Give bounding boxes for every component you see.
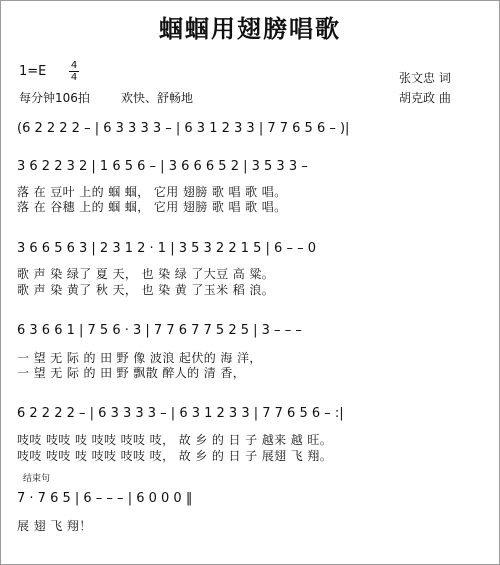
lyric-line-verse1: 吱吱 吱吱 吱 吱吱 吱吱 吱， 故 乡 的 日 子 越来 越 旺。 — [17, 433, 333, 447]
lyric-line-verse2: 吱吱 吱吱 吱 吱吱 吱吱 吱， 故 乡 的 日 子 展翅 飞 翔。 — [17, 449, 333, 463]
tempo-marking: 每分钟106拍 — [19, 91, 90, 105]
lyric-line-verse1: 一 望 无 际 的 田 野 像 波浪 起伏的 海 洋， — [17, 351, 262, 365]
ending-label: 结束句 — [23, 474, 51, 484]
lyricist-credit: 张文忠 词 — [399, 71, 451, 85]
lyric-line-verse2: 落 在 谷穗 上的 蝈 蝈， 它用 翅膀 歌 唱 歌 唱。 — [17, 200, 287, 214]
notation-line-5: 6 2 2 2 2 – | 6 3 3 3 3 – | 6 3 1 2 3 3 | 7 7 6 5 6 – :| — [17, 406, 344, 421]
lyric-line-verse2: 一 望 无 际 的 田 野 飘散 醉人的 清 香， — [17, 366, 246, 380]
notation-line-1: (6 2 2 2 2 – | 6 3 3 3 3 – | 6 3 1 2 3 3 | 7 7 6 5 6 – )| — [17, 121, 350, 136]
song-title: 蝈蝈用翅膀唱歌 — [159, 15, 341, 43]
mood-marking: 欢快、舒畅地 — [121, 91, 194, 105]
key-signature: 1=E — [19, 64, 47, 79]
lyric-line-verse2: 歌 声 染 黄了 秋 天， 也 染 黄 了玉米 稻 浪。 — [17, 283, 275, 297]
composer-credit: 胡克政 曲 — [399, 91, 451, 105]
notation-line-4: 6 3 6 6 1 | 7 5 6 · 3 | 7 7 6 7 7 5 2 5 | 3 – – – — [17, 323, 302, 338]
notation-line-2: 3 6 2 2 3 2 | 1 6 5 6 – | 3 6 6 6 5 2 | 3 5 3 3 – — [17, 159, 308, 174]
lyric-line-ending: 展 翅 飞 翔！ — [17, 519, 92, 533]
time-signature-bottom: 4 — [70, 72, 78, 83]
notation-line-3: 3 6 6 5 6 3 | 2 3 1 2 · 1 | 3 5 3 2 2 1 5 | 6 – – 0 — [17, 241, 316, 256]
time-signature-top: 4 — [70, 60, 78, 71]
lyric-line-verse1: 歌 声 染 绿了 夏 天， 也 染 绿 了大豆 高 粱。 — [17, 267, 275, 281]
lyric-line-verse1: 落 在 豆叶 上的 蝈 蝈， 它用 翅膀 歌 唱 歌 唱。 — [17, 185, 287, 199]
time-signature — [69, 61, 79, 82]
notation-line-6: 7 · 7 6 5 | 6 – – – | 6 0 0 0 ‖ — [17, 491, 193, 506]
